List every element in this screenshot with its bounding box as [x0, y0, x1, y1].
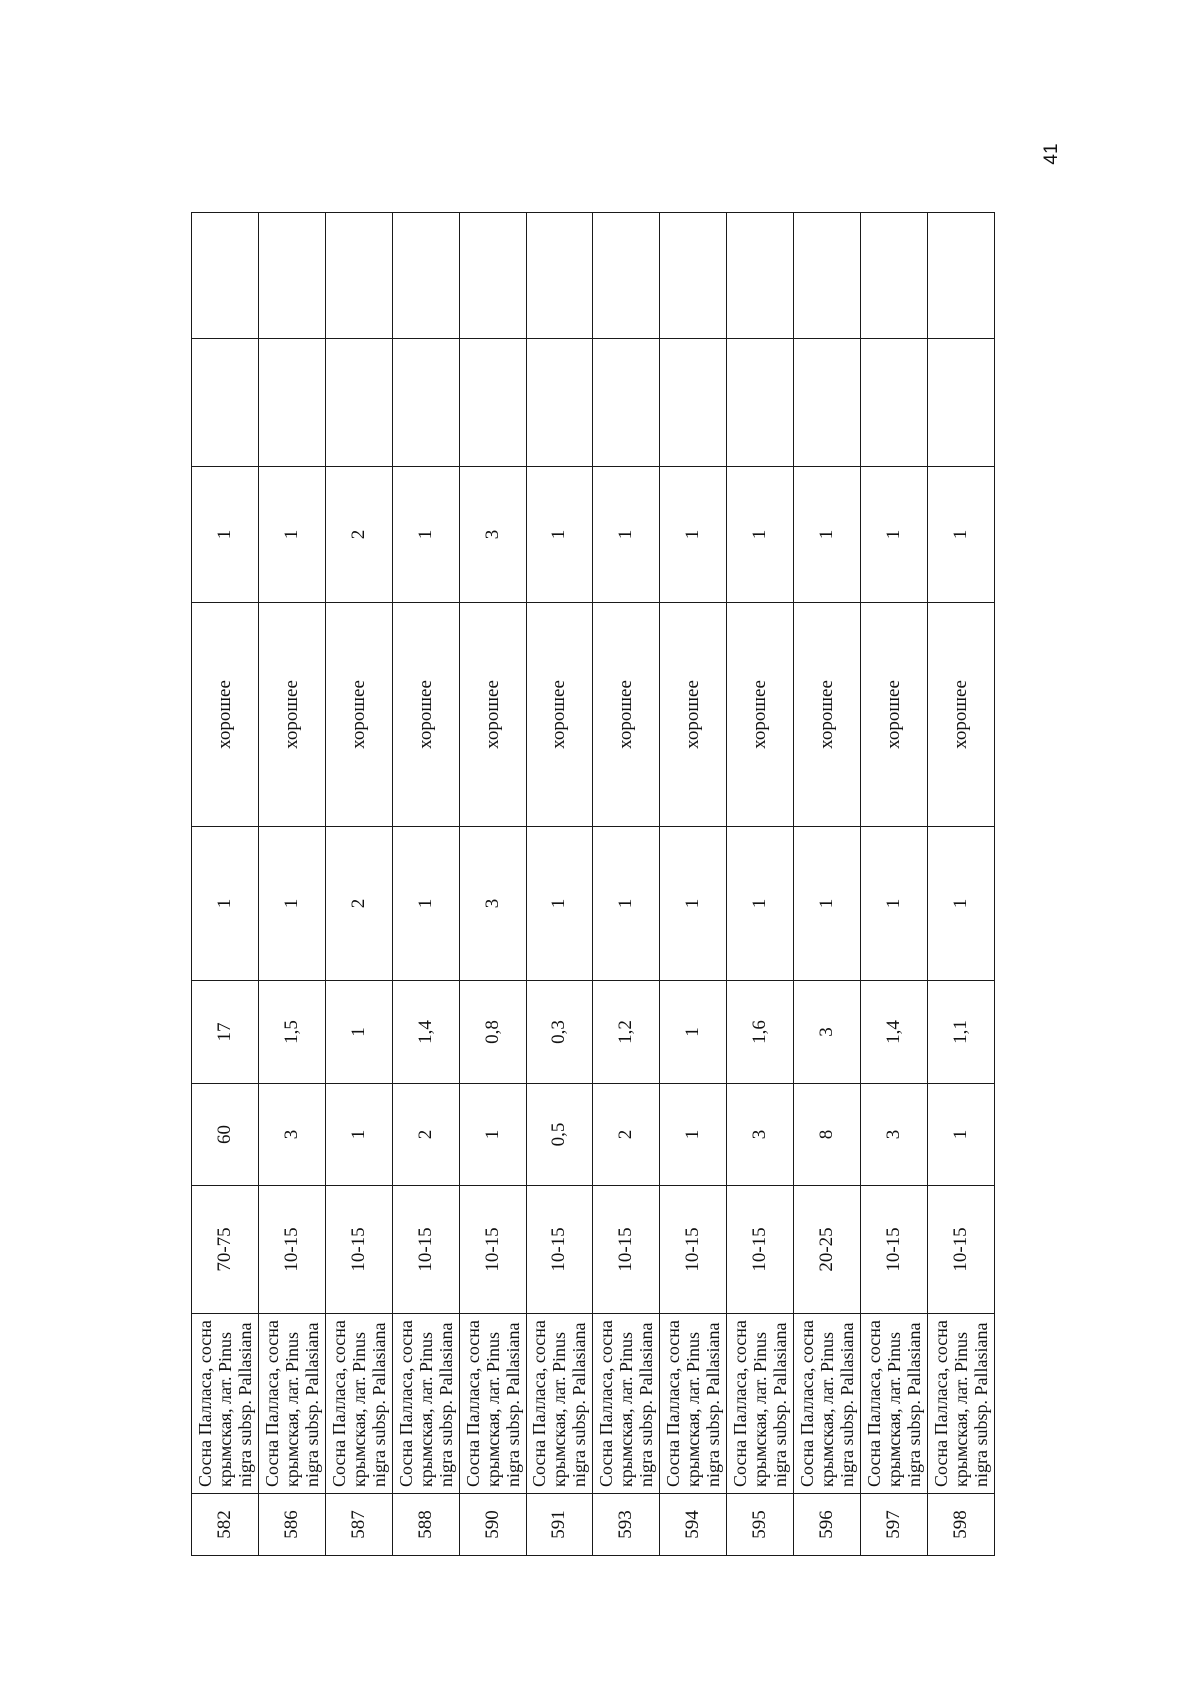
diameter-cell: 1 — [660, 1084, 727, 1186]
species-name-line: Сосна Палласа, сосна — [529, 1320, 550, 1487]
empty-cell — [459, 213, 526, 339]
species-name-cell — [192, 1314, 259, 1494]
species-name-line: крымская, лат. Pinus — [683, 1332, 704, 1487]
diameter-cell: 1 — [927, 1084, 994, 1186]
row-number-cell: 587 — [325, 1494, 392, 1556]
count-secondary-cell: 1 — [727, 467, 794, 603]
height-cell: 1,4 — [861, 981, 928, 1084]
count-cell: 1 — [526, 827, 593, 981]
age-cell: 10-15 — [593, 1186, 660, 1314]
count-cell: 1 — [727, 827, 794, 981]
condition-cell: хорошее — [660, 603, 727, 827]
empty-cell — [794, 339, 861, 467]
species-name-line: крымская, лат. Pinus — [415, 1332, 436, 1487]
age-cell: 70-75 — [192, 1186, 259, 1314]
species-name-line: nigra subsp. Pallasiana — [435, 1322, 456, 1487]
height-cell: 1 — [660, 981, 727, 1084]
age-cell: 10-15 — [325, 1186, 392, 1314]
row-number-cell: 588 — [392, 1494, 459, 1556]
table-row — [459, 213, 526, 1556]
age-cell: 10-15 — [526, 1186, 593, 1314]
height-cell: 0,8 — [459, 981, 526, 1084]
table-row — [526, 213, 593, 1556]
condition-cell: хорошее — [794, 603, 861, 827]
species-name-line: nigra subsp. Pallasiana — [502, 1322, 523, 1487]
age-cell: 20-25 — [794, 1186, 861, 1314]
height-cell: 3 — [794, 981, 861, 1084]
empty-cell — [727, 213, 794, 339]
diameter-cell: 3 — [727, 1084, 794, 1186]
species-name-line: nigra subsp. Pallasiana — [703, 1322, 724, 1487]
species-name-line: Сосна Палласа, сосна — [730, 1320, 751, 1487]
species-name-line: nigra subsp. Pallasiana — [904, 1322, 925, 1487]
height-cell: 0,3 — [526, 981, 593, 1084]
diameter-cell: 2 — [593, 1084, 660, 1186]
species-name-cell — [593, 1314, 660, 1494]
species-name-cell — [660, 1314, 727, 1494]
condition-cell: хорошее — [258, 603, 325, 827]
condition-cell: хорошее — [861, 603, 928, 827]
count-secondary-cell: 1 — [794, 467, 861, 603]
diameter-cell: 3 — [258, 1084, 325, 1186]
count-cell: 3 — [459, 827, 526, 981]
count-secondary-cell: 1 — [192, 467, 259, 603]
condition-cell: хорошее — [526, 603, 593, 827]
species-name-line: Сосна Палласа, сосна — [930, 1320, 951, 1487]
species-name-line: крымская, лат. Pinus — [817, 1332, 838, 1487]
height-cell: 1,5 — [258, 981, 325, 1084]
count-cell: 1 — [794, 827, 861, 981]
species-name-line: Сосна Палласа, сосна — [596, 1320, 617, 1487]
species-name-line: nigra subsp. Pallasiana — [368, 1322, 389, 1487]
species-name-line: nigra subsp. Pallasiana — [569, 1322, 590, 1487]
tree-inventory-table — [191, 212, 995, 1556]
species-name-cell — [459, 1314, 526, 1494]
count-cell: 1 — [258, 827, 325, 981]
age-cell: 10-15 — [927, 1186, 994, 1314]
species-name-line: крымская, лат. Pinus — [214, 1332, 235, 1487]
row-number-cell: 590 — [459, 1494, 526, 1556]
table-row — [392, 213, 459, 1556]
count-cell: 2 — [325, 827, 392, 981]
diameter-cell: 0,5 — [526, 1084, 593, 1186]
species-name-line: крымская, лат. Pinus — [884, 1332, 905, 1487]
table-row — [927, 213, 994, 1556]
count-cell: 1 — [660, 827, 727, 981]
species-name-cell — [861, 1314, 928, 1494]
species-name-cell — [526, 1314, 593, 1494]
empty-cell — [660, 339, 727, 467]
table-container — [191, 213, 995, 1556]
row-number-cell: 586 — [258, 1494, 325, 1556]
table-row — [593, 213, 660, 1556]
diameter-cell: 2 — [392, 1084, 459, 1186]
count-secondary-cell: 3 — [459, 467, 526, 603]
row-number-cell: 598 — [927, 1494, 994, 1556]
row-number-cell: 596 — [794, 1494, 861, 1556]
table-row — [258, 213, 325, 1556]
species-name-cell — [927, 1314, 994, 1494]
species-name-line: nigra subsp. Pallasiana — [837, 1322, 858, 1487]
condition-cell: хорошее — [459, 603, 526, 827]
empty-cell — [927, 339, 994, 467]
height-cell: 1,6 — [727, 981, 794, 1084]
count-secondary-cell: 1 — [861, 467, 928, 603]
empty-cell — [392, 213, 459, 339]
species-name-line: nigra subsp. Pallasiana — [636, 1322, 657, 1487]
count-secondary-cell: 2 — [325, 467, 392, 603]
empty-cell — [727, 339, 794, 467]
species-name-line: крымская, лат. Pinus — [549, 1332, 570, 1487]
height-cell: 1,1 — [927, 981, 994, 1084]
row-number-cell: 593 — [593, 1494, 660, 1556]
empty-cell — [258, 339, 325, 467]
empty-cell — [861, 213, 928, 339]
species-name-line: крымская, лат. Pinus — [950, 1332, 971, 1487]
age-cell: 10-15 — [258, 1186, 325, 1314]
height-cell: 17 — [192, 981, 259, 1084]
age-cell: 10-15 — [727, 1186, 794, 1314]
age-cell: 10-15 — [660, 1186, 727, 1314]
table-row — [660, 213, 727, 1556]
species-name-cell — [727, 1314, 794, 1494]
count-secondary-cell: 1 — [526, 467, 593, 603]
diameter-cell: 60 — [192, 1084, 259, 1186]
species-name-line: Сосна Палласа, сосна — [328, 1320, 349, 1487]
row-number-cell: 582 — [192, 1494, 259, 1556]
count-secondary-cell: 1 — [258, 467, 325, 603]
count-secondary-cell: 1 — [593, 467, 660, 603]
species-name-line: nigra subsp. Pallasiana — [970, 1322, 991, 1487]
empty-cell — [927, 213, 994, 339]
table-row — [861, 213, 928, 1556]
empty-cell — [794, 213, 861, 339]
condition-cell: хорошее — [392, 603, 459, 827]
table-row — [727, 213, 794, 1556]
species-name-cell — [794, 1314, 861, 1494]
count-cell: 1 — [861, 827, 928, 981]
height-cell: 1,4 — [392, 981, 459, 1084]
species-name-line: крымская, лат. Pinus — [281, 1332, 302, 1487]
empty-cell — [660, 213, 727, 339]
row-number-cell: 591 — [526, 1494, 593, 1556]
count-secondary-cell: 1 — [392, 467, 459, 603]
empty-cell — [459, 339, 526, 467]
empty-cell — [861, 339, 928, 467]
count-cell: 1 — [192, 827, 259, 981]
species-name-line: Сосна Палласа, сосна — [194, 1320, 215, 1487]
empty-cell — [325, 339, 392, 467]
condition-cell: хорошее — [192, 603, 259, 827]
table-row — [192, 213, 259, 1556]
species-name-line: nigra subsp. Pallasiana — [234, 1322, 255, 1487]
empty-cell — [392, 339, 459, 467]
count-secondary-cell: 1 — [660, 467, 727, 603]
species-name-line: крымская, лат. Pinus — [348, 1332, 369, 1487]
table-body — [192, 213, 995, 1556]
count-secondary-cell: 1 — [927, 467, 994, 603]
species-name-line: крымская, лат. Pinus — [616, 1332, 637, 1487]
condition-cell: хорошее — [727, 603, 794, 827]
diameter-cell: 3 — [861, 1084, 928, 1186]
diameter-cell: 8 — [794, 1084, 861, 1186]
rotated-table — [191, 213, 995, 1556]
count-cell: 1 — [593, 827, 660, 981]
species-name-line: Сосна Палласа, сосна — [261, 1320, 282, 1487]
empty-cell — [526, 339, 593, 467]
height-cell: 1,2 — [593, 981, 660, 1084]
species-name-line: крымская, лат. Pinus — [482, 1332, 503, 1487]
species-name-cell — [325, 1314, 392, 1494]
species-name-line: крымская, лат. Pinus — [750, 1332, 771, 1487]
empty-cell — [593, 339, 660, 467]
count-cell: 1 — [927, 827, 994, 981]
species-name-line: Сосна Палласа, сосна — [462, 1320, 483, 1487]
row-number-cell: 594 — [660, 1494, 727, 1556]
condition-cell: хорошее — [593, 603, 660, 827]
species-name-line: Сосна Палласа, сосна — [663, 1320, 684, 1487]
table-row — [794, 213, 861, 1556]
age-cell: 10-15 — [861, 1186, 928, 1314]
condition-cell: хорошее — [325, 603, 392, 827]
species-name-line: nigra subsp. Pallasiana — [770, 1322, 791, 1487]
species-name-line: nigra subsp. Pallasiana — [301, 1322, 322, 1487]
empty-cell — [258, 213, 325, 339]
age-cell: 10-15 — [392, 1186, 459, 1314]
condition-cell: хорошее — [927, 603, 994, 827]
species-name-line: Сосна Палласа, сосна — [395, 1320, 416, 1487]
diameter-cell: 1 — [459, 1084, 526, 1186]
species-name-cell — [258, 1314, 325, 1494]
table-row — [325, 213, 392, 1556]
empty-cell — [325, 213, 392, 339]
row-number-cell: 597 — [861, 1494, 928, 1556]
diameter-cell: 1 — [325, 1084, 392, 1186]
empty-cell — [593, 213, 660, 339]
height-cell: 1 — [325, 981, 392, 1084]
row-number-cell: 595 — [727, 1494, 794, 1556]
species-name-line: Сосна Палласа, сосна — [797, 1320, 818, 1487]
species-name-line: Сосна Палласа, сосна — [864, 1320, 885, 1487]
empty-cell — [192, 339, 259, 467]
age-cell: 10-15 — [459, 1186, 526, 1314]
empty-cell — [526, 213, 593, 339]
empty-cell — [192, 213, 259, 339]
species-name-cell — [392, 1314, 459, 1494]
page-number: 41 — [1041, 143, 1062, 165]
count-cell: 1 — [392, 827, 459, 981]
